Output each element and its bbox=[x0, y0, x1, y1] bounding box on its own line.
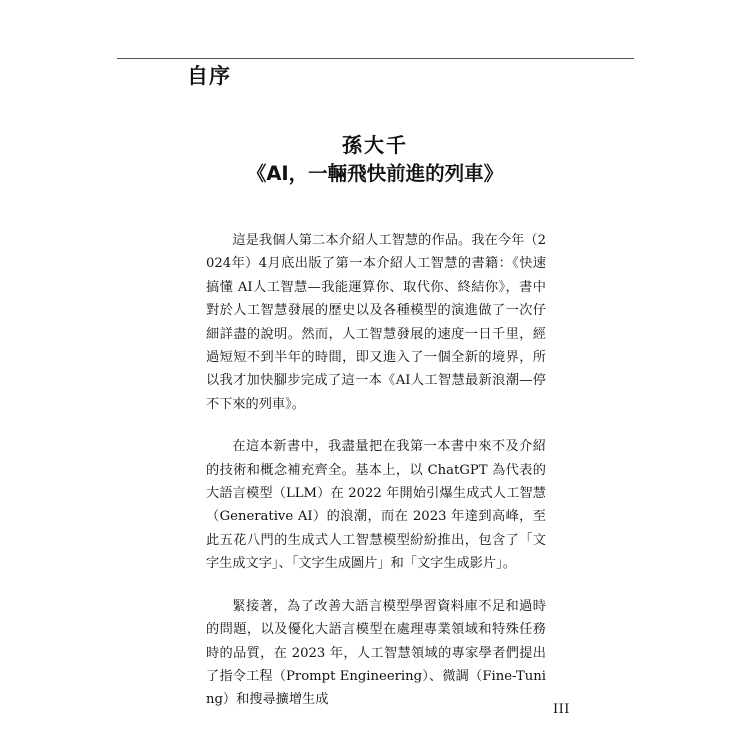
body-text bbox=[206, 229, 546, 731]
section-heading: 自序 bbox=[187, 64, 231, 88]
author-name: 孫大千 bbox=[342, 133, 408, 157]
top-rule bbox=[117, 58, 634, 59]
paragraph-1: 這是我個人第二本介紹人工智慧的作品。我在今年（2024年）4月底出版了第一本介紹人工智慧的書籍：《快速搞懂 AI人工智慧—我能運算你、取代你、終結你》，書中對於人工智慧發展的歷史以及各種模型的演進做了一次仔細詳盡的說明。然而，人工智慧發展的速度一日千里，經過短短不到半年的時間，即又進入了一個全新的境界，所以我才加快腳步完成了這一本《AI人工智慧最新浪潮—停不下來的列車》。 bbox=[206, 233, 546, 412]
page-number: III bbox=[553, 702, 570, 717]
paragraph-3: 緊接著，為了改善大語言模型學習資料庫不足和過時的問題，以及優化大語言模型在處理專業領域和特殊任務時的品質，在 2023 年，人工智慧領域的專家學者們提出了指令工程（Prompt Engineering）、微調（Fine-Tuning）和搜尋擴增生成 bbox=[206, 598, 546, 708]
preface-title: 《AI，一輛飛快前進的列車》 bbox=[246, 162, 504, 185]
paragraph-2: 在這本新書中，我盡量把在我第一本書中來不及介紹的技術和概念補充齊全。基本上，以 ChatGPT 為代表的大語言模型（LLM）在 2022 年開始引爆生成式人工智慧（Generative AI）的浪潮，而在 2023 年達到高峰，至此五花八門的生成式人工智慧模型紛紛推出，包含了「文字生成文字」、「文字生成圖片」和「文字生成影片」。 bbox=[206, 439, 546, 572]
